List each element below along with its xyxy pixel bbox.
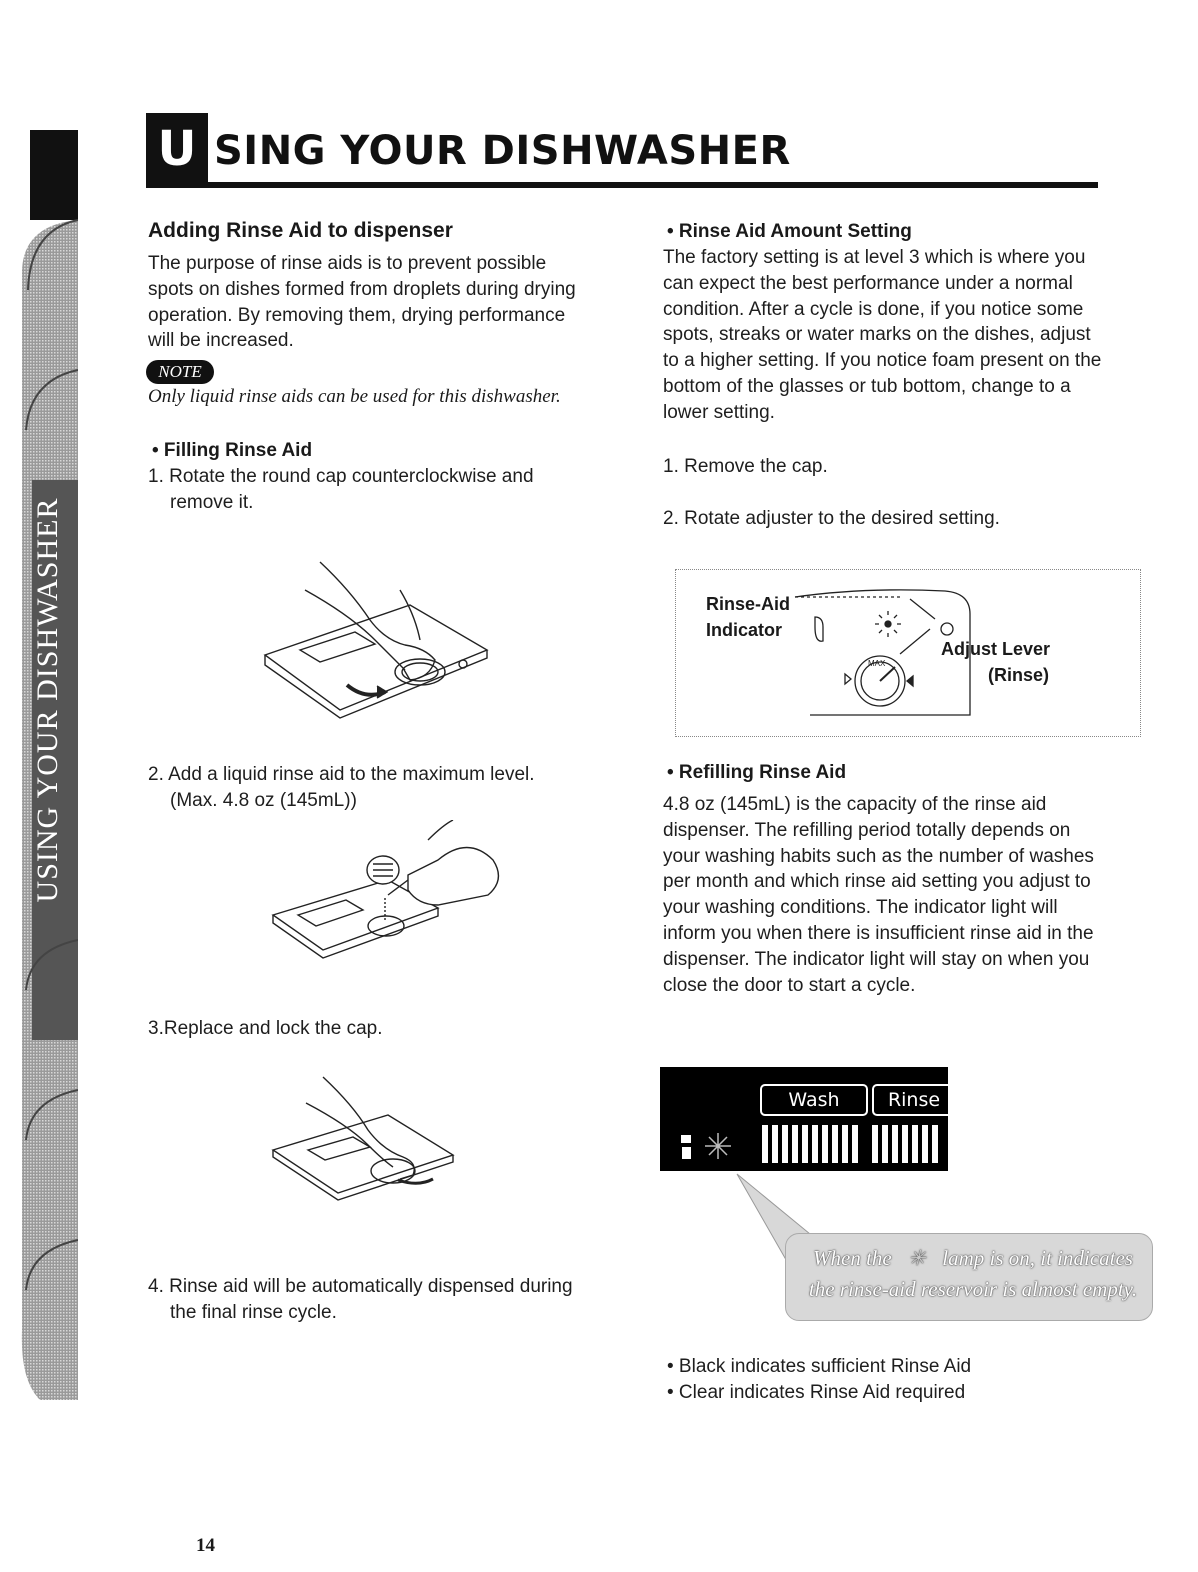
pour-rinse-aid-illustration [268, 820, 513, 970]
bullet-black: • Black indicates sufficient Rinse Aid [667, 1356, 972, 1377]
amount-setting-heading: • Rinse Aid Amount Setting [667, 221, 912, 242]
callout-text: When the ✳ lamp is on, it indicates the rinse-aid reservoir is almost empty. [808, 1246, 1138, 1301]
intro-paragraph: The purpose of rinse aids is to prevent possible spots on dishes formed from droplets during drying operation. By removing them, drying performance will be increased. [148, 253, 576, 352]
side-tab-title: USING YOUR DISHWASHER [31, 497, 64, 903]
header-initial-badge: U [146, 113, 208, 185]
adjust-step-1: 1. Remove the cap. [663, 456, 828, 477]
rotate-cap-illustration [255, 560, 490, 720]
header-rule [146, 182, 1098, 188]
refill-heading: • Refilling Rinse Aid [667, 762, 847, 783]
filling-heading: • Filling Rinse Aid [152, 440, 313, 461]
lock-cap-illustration [268, 1075, 458, 1205]
indicator-label-2: Indicator [706, 620, 783, 640]
indicator-label-1: Rinse-Aid [706, 594, 791, 614]
dial-max-label: MAX [868, 659, 886, 668]
rinse-segment-display [872, 1125, 938, 1163]
wash-segment-display [762, 1125, 858, 1163]
refill-paragraph: 4.8 oz (145mL) is the capacity of the rinse aid dispenser. The refilling period totally depends on your washing habits such as the number of washes per month and which rinse aid setting you adjust to your washing conditions. The indicator light will inform you when there is insufficient rinse aid in the dispenser. The indicator light will stay on when you close the door to start a cycle. [663, 794, 1094, 996]
control-panel-display [660, 1067, 948, 1171]
filling-step-2: 2. Add a liquid rinse aid to the maximum level. (Max. 4.8 oz (145mL)) [148, 764, 535, 811]
bullet-clear: • Clear indicates Rinse Aid required [667, 1382, 966, 1403]
filling-step-3: 3.Replace and lock the cap. [148, 1018, 383, 1039]
lever-label-1: Adjust Lever [941, 639, 1051, 659]
adjust-step-2: 2. Rotate adjuster to the desired setting. [663, 508, 1000, 529]
rinse-aid-lamp-icon [678, 1129, 738, 1163]
amount-setting-paragraph: The factory setting is at level 3 which is where you can expect the best performance under a normal condition. After a cycle is done, if you notice some spots, streaks or water marks on the dishes, adjust to a higher setting. If you notice foam present on the bottom of the glasses or tub bottom, change to a lower setting. [663, 247, 1102, 423]
note-text: Only liquid rinse aids can be used for this dishwasher. [148, 386, 561, 407]
wash-button-label: Wash [760, 1084, 868, 1116]
filling-step-1: 1. Rotate the round cap counterclockwise and remove it. [148, 466, 534, 513]
filling-step-4: 4. Rinse aid will be automatically dispensed during the final rinse cycle. [148, 1276, 573, 1323]
section-heading: Adding Rinse Aid to dispenser [148, 219, 453, 242]
page-title: SING YOUR DISHWASHER [214, 128, 791, 174]
note-badge: NOTE [146, 360, 214, 384]
lever-label-2: (Rinse) [988, 665, 1050, 685]
rinse-button-label: Rinse [872, 1084, 956, 1116]
page-number: 14 [196, 1535, 215, 1556]
